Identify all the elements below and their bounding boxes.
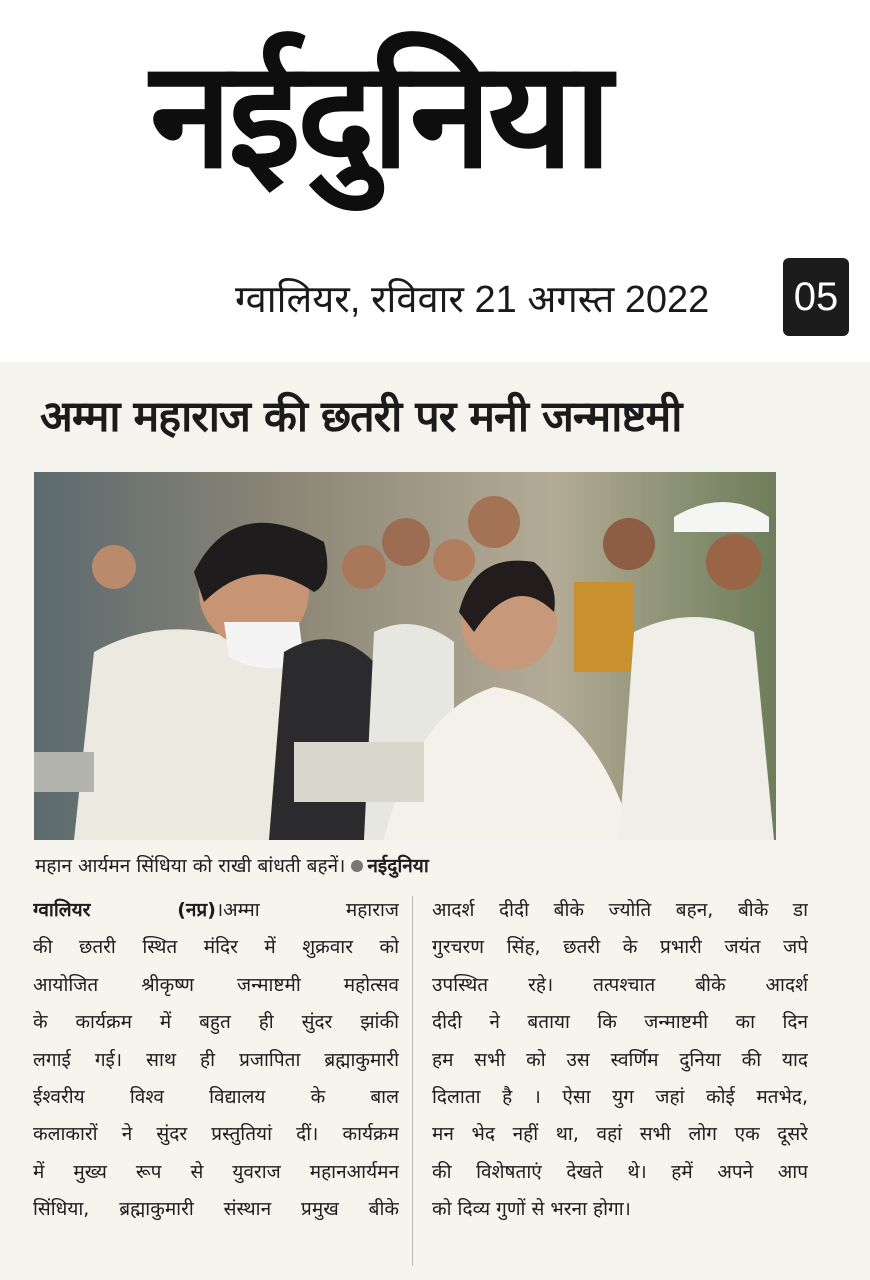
column-line: आदर्श दीदी बीके ज्योति बहन, बीके डा <box>432 899 808 921</box>
column-divider <box>412 896 413 1266</box>
column-line: मन भेद नहीं था, वहां सभी लोग एक दूसरे <box>432 1123 808 1146</box>
article-headline: अम्मा महाराज की छतरी पर मनी जन्माष्टमी <box>40 392 682 442</box>
column-line: कलाकारों ने सुंदर प्रस्तुतियां दीं। कार्यक्रम <box>33 1123 399 1146</box>
news-clipping <box>0 362 870 1280</box>
edition-dateline: ग्वालियर, रविवार 21 अगस्त 2022 <box>235 279 710 321</box>
bullet-icon <box>351 860 363 872</box>
column-line: की छतरी स्थित मंदिर में शुक्रवार को <box>33 936 399 959</box>
caption-credit: नईदुनिया <box>367 855 429 877</box>
column-line: ईश्वरीय विश्व विद्यालय के बाल <box>33 1086 399 1109</box>
column-line: लगाई गई। साथ ही प्रजापिता ब्रह्माकुमारी <box>33 1048 399 1071</box>
page-number-badge: 05 <box>783 258 849 336</box>
column-line: गुरचरण सिंह, छतरी के प्रभारी जयंत जपे <box>432 936 808 959</box>
column-line: हम सभी को उस स्वर्णिम दुनिया की याद <box>432 1048 808 1071</box>
column-line: उपस्थित रहे। तत्पश्चात बीके आदर्श <box>432 973 808 996</box>
photo-illustration <box>34 472 776 840</box>
column-line: के कार्यक्रम में बहुत ही सुंदर झांकी <box>33 1011 399 1034</box>
newspaper-logo: नईदुनिया <box>150 29 609 201</box>
column-line: सिंधिया, ब्रह्माकुमारी संस्थान प्रमुख बीके <box>33 1198 399 1221</box>
article-column-left <box>33 892 399 1272</box>
column-line-text: ।अम्मा महाराज <box>215 899 399 921</box>
column-line: दीदी ने बताया कि जन्माष्टमी का दिन <box>432 1011 808 1034</box>
column-line: में मुख्य रूप से युवराज महानआर्यमन <box>33 1160 399 1183</box>
column-line: की विशेषताएं देखते थे। हमें अपने आप <box>432 1160 808 1183</box>
body-dateline: ग्वालियर (नप्र) <box>33 899 216 921</box>
column-line: को दिव्य गुणों से भरना होगा। <box>432 1198 631 1221</box>
column-line <box>33 892 399 929</box>
column-line: आयोजित श्रीकृष्ण जन्माष्टमी महोत्सव <box>33 973 399 996</box>
article-photo <box>34 472 776 840</box>
column-line: दिलाता है । ऐसा युग जहां कोई मतभेद, <box>432 1086 808 1109</box>
masthead <box>0 0 870 360</box>
caption-text: महान आर्यमन सिंधिया को राखी बांधती बहनें। <box>35 855 346 877</box>
article-column-right <box>432 892 808 1272</box>
photo-caption <box>35 848 635 884</box>
